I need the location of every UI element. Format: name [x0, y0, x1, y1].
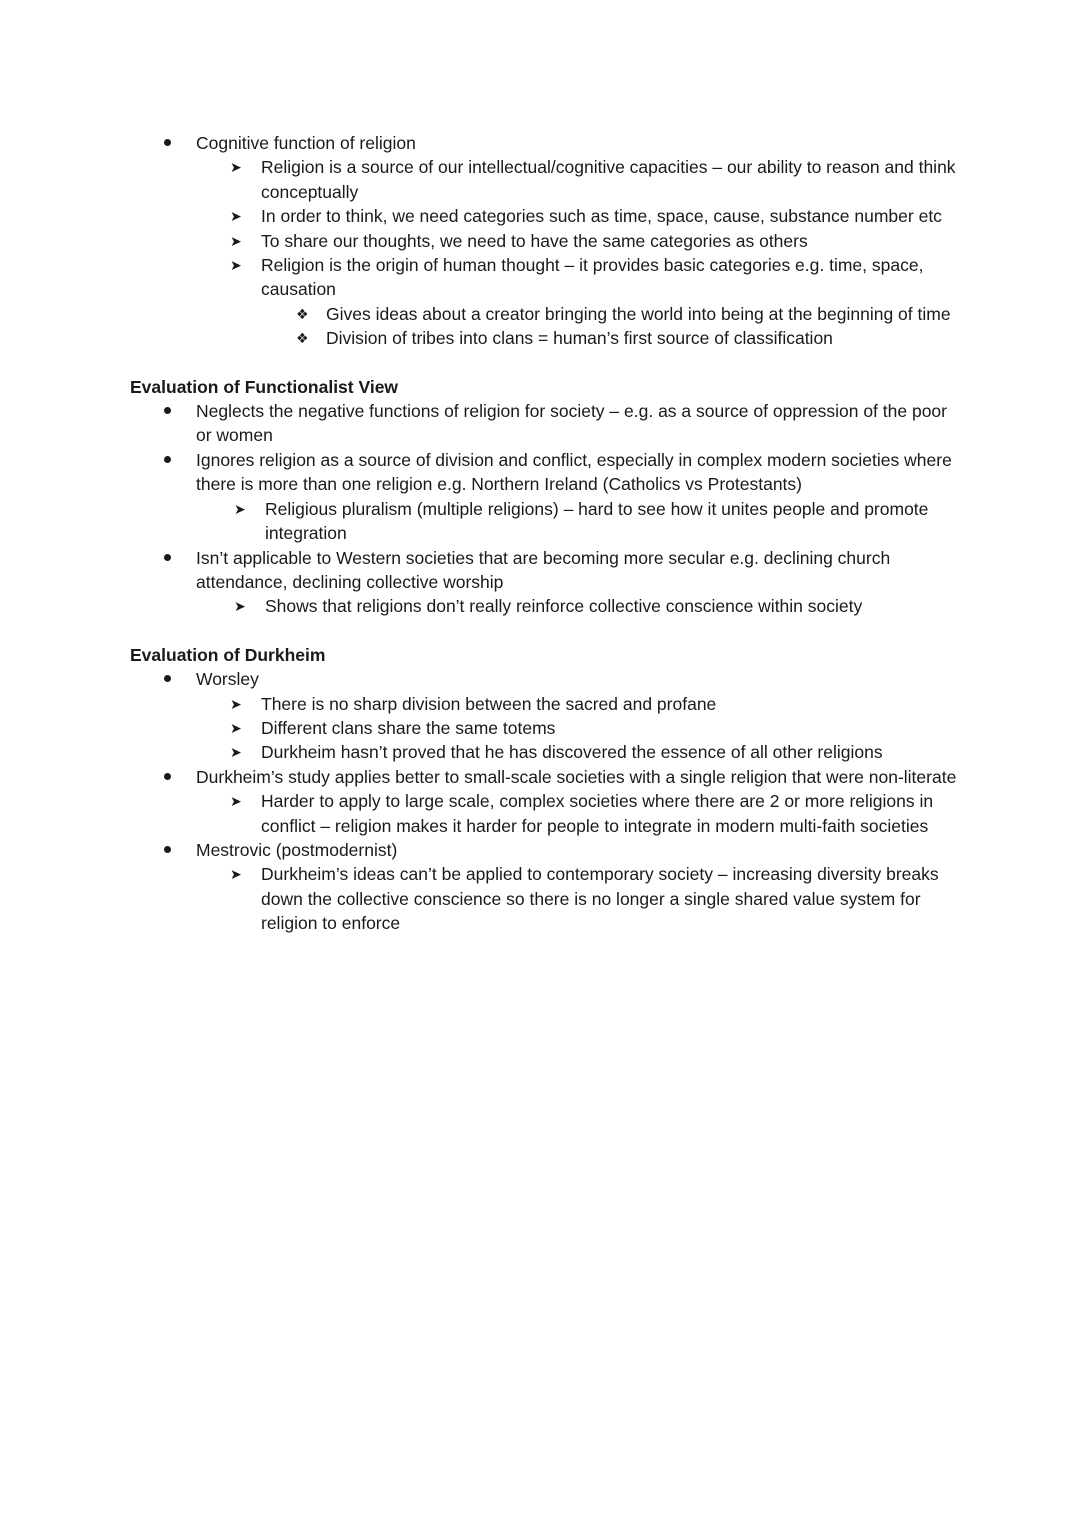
arrow-bullet-icon: ➤: [230, 793, 242, 810]
bullet-point: Worsley: [196, 669, 259, 690]
section-heading: Evaluation of Functionalist View: [130, 376, 399, 397]
arrow-bullet-icon: ➤: [230, 866, 242, 883]
arrow-point: ➤ To share our thoughts, we need to have the same categories as others: [130, 229, 960, 253]
arrow-point: ➤ There is no sharp division between the sacred and profane: [130, 692, 960, 716]
diamond-bullet-icon: ❖: [296, 330, 309, 347]
arrow-bullet-icon: ➤: [234, 500, 246, 517]
arrow-bullet-icon: ➤: [234, 598, 246, 615]
diamond-point: ❖ Gives ideas about a creator bringing the world into being at the beginning of time: [130, 302, 960, 326]
arrow-point: ➤ In order to think, we need categories such as time, space, cause, substance number etc: [130, 204, 960, 228]
diamond-point: ❖ Division of tribes into clans = human’s first source of classification: [130, 326, 960, 350]
arrow-bullet-icon: ➤: [230, 232, 242, 249]
arrow-point: ➤ Durkheim’s ideas can’t be applied to contemporary society – increasing diversity breaks down the collective conscience so there is no longer a single shared value system for religion to enforce: [230, 864, 939, 934]
arrow-point: ➤ Different clans share the same totems: [130, 716, 960, 740]
bullet-point: Isn’t applicable to Western societies that are becoming more secular e.g. declining church attendance, declining collective worship: [196, 547, 891, 592]
arrow-bullet-icon: ➤: [230, 719, 242, 736]
arrow-point: ➤ Religion is a source of our intellectual/cognitive capacities – our ability to reason and think conceptually: [230, 157, 956, 202]
arrow-bullet-icon: ➤: [230, 257, 242, 274]
bullet-point: Neglects the negative functions of religion for society – e.g. as a source of oppression of the poor or women: [196, 401, 947, 446]
bullet-cognitive-function: Cognitive function of religion: [196, 133, 416, 153]
notes-content: [130, 131, 960, 936]
arrow-point: ➤ Religious pluralism (multiple religions) – hard to see how it unites people and promote integration: [234, 498, 929, 544]
bullet-point: Durkheim’s study applies better to small-scale societies with a single religion that were non-literate: [196, 766, 957, 787]
arrow-bullet-icon: ➤: [230, 159, 242, 176]
arrow-point: ➤ Shows that religions don’t really reinforce collective conscience within society: [130, 594, 960, 618]
arrow-point: ➤ Harder to apply to large scale, complex societies where there are 2 or more religions in conflict – religion makes it harder for people to integrate in modern multi-faith societies: [230, 791, 934, 836]
arrow-bullet-icon: ➤: [230, 744, 242, 761]
arrow-bullet-icon: ➤: [230, 695, 242, 712]
bullet-point: Mestrovic (postmodernist): [196, 839, 398, 860]
diamond-bullet-icon: ❖: [296, 305, 309, 322]
arrow-point: ➤ Religion is the origin of human thought – it provides basic categories e.g. time, space, causation: [230, 255, 924, 300]
arrow-point: ➤ Durkheim hasn’t proved that he has discovered the essence of all other religions: [130, 740, 960, 764]
section-heading: Evaluation of Durkheim: [130, 644, 326, 665]
bullet-point: Ignores religion as a source of division and conflict, especially in complex modern societies where there is more than one religion e.g. Northern Ireland (Catholics vs Protestants): [196, 449, 952, 495]
arrow-bullet-icon: ➤: [230, 208, 242, 225]
